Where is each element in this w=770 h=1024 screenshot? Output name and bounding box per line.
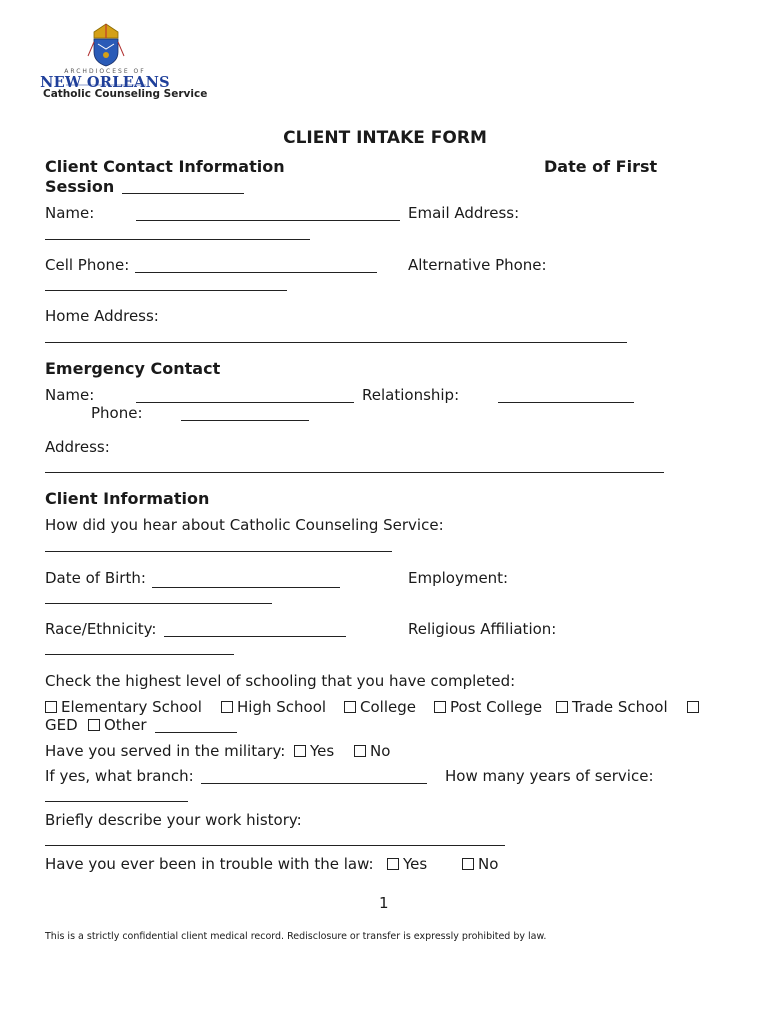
name-label: Name: bbox=[45, 204, 95, 222]
school-elementary[interactable]: Elementary School bbox=[45, 698, 202, 716]
school-other[interactable]: Other bbox=[88, 716, 147, 734]
checkbox-icon bbox=[294, 745, 306, 757]
checkbox-icon bbox=[387, 858, 399, 870]
org-name: NEW ORLEANS bbox=[40, 74, 170, 91]
law-no[interactable]: No bbox=[462, 855, 498, 873]
alt-phone-label: Alternative Phone: bbox=[408, 256, 547, 274]
school-ged: GED bbox=[45, 716, 78, 734]
first-session-field[interactable] bbox=[122, 193, 244, 194]
school-post-college[interactable]: Post College bbox=[434, 698, 542, 716]
first-session-label: Date of First bbox=[544, 157, 658, 176]
em-name-field[interactable] bbox=[136, 402, 354, 403]
school-other-field[interactable] bbox=[155, 732, 237, 733]
school-high[interactable]: High School bbox=[221, 698, 326, 716]
dob-field[interactable] bbox=[152, 587, 340, 588]
contact-heading: Client Contact Information bbox=[45, 157, 285, 176]
employment-field[interactable] bbox=[45, 603, 272, 604]
em-address-field[interactable] bbox=[45, 472, 664, 473]
confidentiality-notice: This is a strictly confidential client medical record. Redisclosure or transfer is expressly prohibited by law. bbox=[45, 931, 547, 942]
email-label: Email Address: bbox=[408, 204, 520, 222]
branch-label: If yes, what branch: bbox=[45, 767, 194, 785]
em-name-label: Name: bbox=[45, 386, 95, 404]
checkbox-icon bbox=[687, 701, 699, 713]
archdiocese-label: ARCHDIOCESE OF bbox=[64, 68, 146, 75]
employment-label: Employment: bbox=[408, 569, 509, 587]
checkbox-icon bbox=[556, 701, 568, 713]
home-address-label: Home Address: bbox=[45, 307, 159, 325]
hear-about-field[interactable] bbox=[45, 551, 392, 552]
cell-phone-field[interactable] bbox=[135, 272, 377, 273]
school-trade[interactable]: Trade School bbox=[556, 698, 668, 716]
checkbox-icon bbox=[45, 701, 57, 713]
years-service-label: How many years of service: bbox=[445, 767, 654, 785]
dob-label: Date of Birth: bbox=[45, 569, 146, 587]
law-label: Have you ever been in trouble with the law: bbox=[45, 855, 374, 873]
em-address-label: Address: bbox=[45, 438, 110, 456]
email-field[interactable] bbox=[45, 239, 310, 240]
em-phone-field[interactable] bbox=[181, 420, 309, 421]
checkbox-icon bbox=[344, 701, 356, 713]
school-ged-checkbox[interactable] bbox=[687, 698, 703, 716]
schooling-label: Check the highest level of schooling that you have completed: bbox=[45, 672, 516, 690]
service-name: Catholic Counseling Service bbox=[43, 88, 208, 100]
page-number: 1 bbox=[379, 894, 389, 912]
law-yes[interactable]: Yes bbox=[387, 855, 427, 873]
hear-about-label: How did you hear about Catholic Counseling Service: bbox=[45, 516, 444, 534]
work-history-label: Briefly describe your work history: bbox=[45, 811, 302, 829]
race-label: Race/Ethnicity: bbox=[45, 620, 157, 638]
religion-field[interactable] bbox=[45, 654, 234, 655]
race-field[interactable] bbox=[164, 636, 346, 637]
checkbox-icon bbox=[462, 858, 474, 870]
checkbox-icon bbox=[354, 745, 366, 757]
checkbox-icon bbox=[221, 701, 233, 713]
military-label: Have you served in the military: bbox=[45, 742, 286, 760]
emergency-heading: Emergency Contact bbox=[45, 359, 221, 378]
checkbox-icon bbox=[434, 701, 446, 713]
years-service-field[interactable] bbox=[45, 801, 188, 802]
branch-field[interactable] bbox=[201, 783, 427, 784]
home-address-field[interactable] bbox=[45, 342, 627, 343]
military-no[interactable]: No bbox=[354, 742, 390, 760]
relationship-field[interactable] bbox=[498, 402, 634, 403]
first-session-label-cont: Session bbox=[45, 177, 115, 196]
alt-phone-field[interactable] bbox=[45, 290, 287, 291]
school-college[interactable]: College bbox=[344, 698, 416, 716]
form-title: CLIENT INTAKE FORM bbox=[283, 128, 487, 148]
em-phone-label: Phone: bbox=[91, 404, 143, 422]
checkbox-icon bbox=[88, 719, 100, 731]
military-yes[interactable]: Yes bbox=[294, 742, 334, 760]
relationship-label: Relationship: bbox=[362, 386, 460, 404]
client-info-heading: Client Information bbox=[45, 489, 210, 508]
cell-phone-label: Cell Phone: bbox=[45, 256, 130, 274]
work-history-field[interactable] bbox=[45, 845, 505, 846]
religion-label: Religious Affiliation: bbox=[408, 620, 557, 638]
name-field[interactable] bbox=[136, 220, 400, 221]
